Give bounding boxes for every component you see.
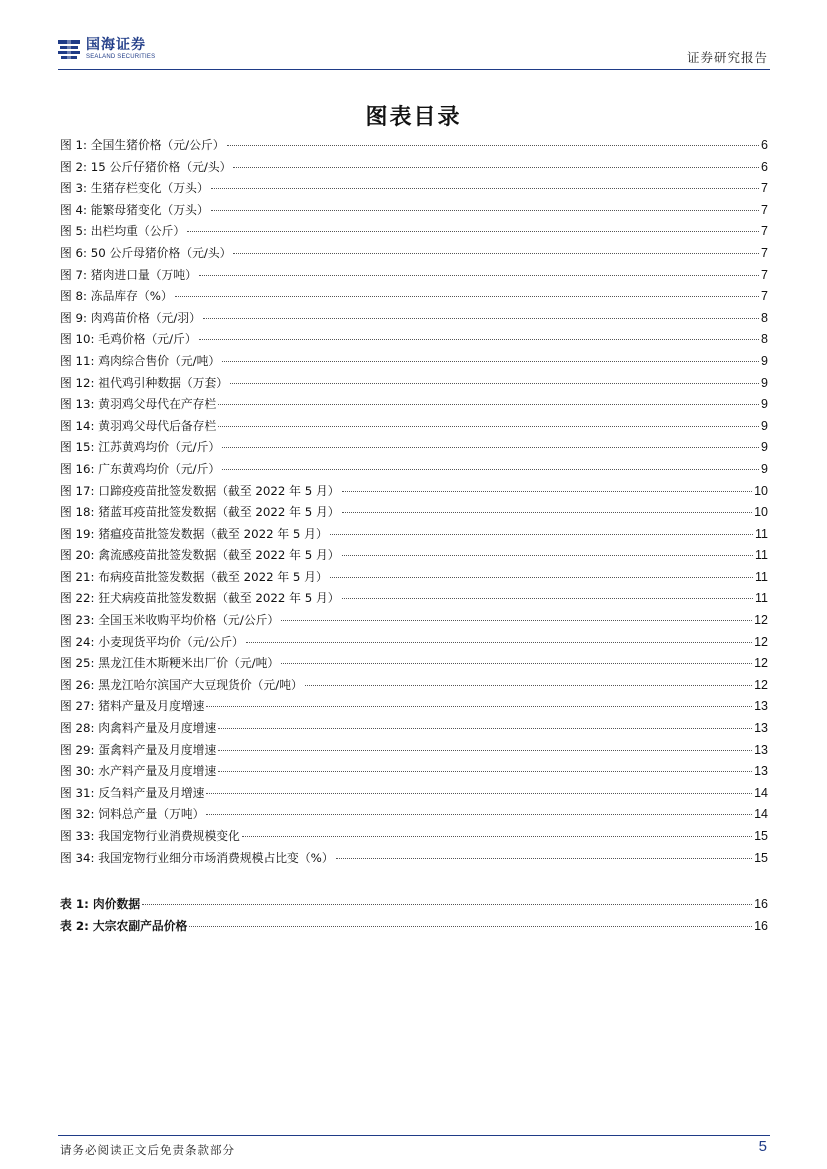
- toc-figure-entry[interactable]: [60, 503, 768, 525]
- toc-figure-entry-page: 10: [754, 505, 768, 520]
- toc-figure-entry-page: 6: [761, 159, 768, 174]
- toc-figure-entry[interactable]: [60, 697, 768, 719]
- table-list: [60, 895, 768, 938]
- toc-figure-entry-label: 图 31: 反刍料产量及月增速: [60, 785, 205, 800]
- toc-figure-entry[interactable]: [60, 266, 768, 288]
- toc-figure-entry-label: 图 29: 蛋禽料产量及月度增速: [60, 742, 217, 757]
- toc-figure-entry-page: 14: [754, 807, 768, 822]
- dot-leader: [199, 339, 759, 340]
- toc-figure-entry-label: 图 21: 布病疫苗批签发数据（截至 2022 年 5 月）: [60, 569, 328, 584]
- dot-leader: [218, 404, 759, 405]
- toc-figure-entry-page: 7: [761, 181, 768, 196]
- dot-leader: [222, 447, 759, 448]
- toc-figure-entry-page: 13: [754, 721, 768, 736]
- toc-figure-entry[interactable]: [60, 611, 768, 633]
- toc-figure-entry-page: 6: [761, 138, 768, 152]
- toc-figure-entry[interactable]: [60, 287, 768, 309]
- header-divider: [58, 69, 770, 70]
- figure-list: [60, 136, 768, 870]
- toc-figure-entry[interactable]: [60, 589, 768, 611]
- toc-figure-entry[interactable]: [60, 438, 768, 460]
- dot-leader: [211, 188, 759, 189]
- toc-figure-entry[interactable]: [60, 741, 768, 763]
- toc-figure-entry[interactable]: [60, 654, 768, 676]
- page-header: [58, 34, 768, 70]
- dot-leader: [199, 275, 759, 276]
- footer-divider: [58, 1135, 770, 1136]
- toc-table-entry-label: 表 2: 大宗农副产品价格: [60, 918, 188, 933]
- toc-figure-entry-page: 12: [754, 677, 768, 692]
- toc-figure-entry[interactable]: [60, 330, 768, 352]
- toc-figure-entry-label: 图 1: 全国生猪价格（元/公斤）: [60, 138, 225, 152]
- dot-leader: [342, 512, 753, 513]
- toc-figure-entry[interactable]: [60, 201, 768, 223]
- toc-figure-entry-label: 图 12: 祖代鸡引种数据（万套）: [60, 375, 229, 390]
- toc-figure-entry-label: 图 27: 猪料产量及月度增速: [60, 699, 205, 714]
- toc-figure-entry[interactable]: [60, 136, 768, 158]
- dot-leader: [336, 858, 752, 859]
- toc-figure-entry-label: 图 25: 黑龙江佳木斯粳米出厂价（元/吨）: [60, 656, 280, 671]
- toc-figure-entry[interactable]: [60, 309, 768, 331]
- dot-leader: [330, 534, 753, 535]
- toc-figure-entry[interactable]: [60, 827, 768, 849]
- toc-figure-entry-label: 图 30: 水产料产量及月度增速: [60, 764, 217, 779]
- toc-title: 图表目录: [365, 105, 462, 130]
- toc-figure-entry-label: 图 32: 饲料总产量（万吨）: [60, 807, 205, 822]
- toc-figure-entry[interactable]: [60, 222, 768, 244]
- dot-leader: [189, 926, 752, 927]
- logo: [58, 38, 155, 60]
- toc-figure-entry-page: 9: [761, 440, 768, 455]
- toc-figure-entry-page: 7: [761, 224, 768, 239]
- toc-figure-entry-page: 7: [761, 245, 768, 260]
- dot-leader: [187, 231, 759, 232]
- dot-leader: [281, 663, 752, 664]
- toc-figure-entry-label: 图 14: 黄羽鸡父母代后备存栏: [60, 418, 217, 433]
- toc-figure-entry-page: 12: [754, 656, 768, 671]
- toc-figure-entry-label: 图 24: 小麦现货平均价（元/公斤）: [60, 634, 244, 649]
- toc-figure-entry-label: 图 11: 鸡肉综合售价（元/吨）: [60, 353, 221, 368]
- toc-figure-entry-label: 图 3: 生猪存栏变化（万头）: [60, 181, 209, 196]
- dot-leader: [342, 555, 753, 556]
- toc-figure-entry-page: 9: [761, 397, 768, 412]
- toc-figure-entry-page: 12: [754, 613, 768, 628]
- toc-figure-entry-page: 9: [761, 375, 768, 390]
- toc-figure-entry[interactable]: [60, 633, 768, 655]
- toc-figure-entry-label: 图 6: 50 公斤母猪价格（元/头）: [60, 245, 232, 260]
- toc-figure-entry[interactable]: [60, 849, 768, 871]
- toc-figure-entry-label: 图 16: 广东黄鸡均价（元/斤）: [60, 461, 221, 476]
- dot-leader: [305, 685, 752, 686]
- toc-figure-entry-label: 图 19: 猪瘟疫苗批签发数据（截至 2022 年 5 月）: [60, 526, 328, 541]
- toc-table-entry-page: 16: [754, 897, 768, 911]
- toc-figure-entry-label: 图 20: 禽流感疫苗批签发数据（截至 2022 年 5 月）: [60, 548, 340, 563]
- toc-figure-entry-label: 图 2: 15 公斤仔猪价格（元/头）: [60, 159, 232, 174]
- dot-leader: [203, 318, 759, 319]
- toc-figure-entry-label: 图 18: 猪蓝耳疫苗批签发数据（截至 2022 年 5 月）: [60, 505, 340, 520]
- report-type: 证券研究报告: [686, 50, 768, 65]
- dot-leader: [230, 383, 759, 384]
- toc-figure-entry-page: 7: [761, 267, 768, 282]
- toc-figure-entry-label: 图 9: 肉鸡苗价格（元/羽）: [60, 310, 201, 325]
- toc-figure-entry-page: 13: [754, 764, 768, 779]
- toc-figure-entry[interactable]: [60, 676, 768, 698]
- toc-figure-entry-page: 9: [761, 353, 768, 368]
- toc-figure-entry-page: 11: [755, 569, 768, 584]
- toc-figure-entry-label: 图 5: 出栏均重（公斤）: [60, 224, 186, 239]
- toc-table-entry-label: 表 1: 肉价数据: [60, 897, 141, 911]
- toc-figure-entry-page: 8: [761, 310, 768, 325]
- toc-figure-entry-page: 15: [754, 850, 768, 865]
- dot-leader: [233, 253, 759, 254]
- toc-figure-entry-label: 图 8: 冻品库存（%）: [60, 289, 173, 304]
- dot-leader: [233, 167, 759, 168]
- toc-figure-entry-label: 图 33: 我国宠物行业消费规模变化: [60, 829, 240, 843]
- toc-figure-entry-page: 7: [761, 289, 768, 304]
- toc-figure-entry-label: 图 15: 江苏黄鸡均价（元/斤）: [60, 440, 221, 455]
- toc-figure-entry-page: 9: [761, 461, 768, 476]
- dot-leader: [242, 836, 752, 837]
- logo-name-cn: 国海证券: [86, 37, 146, 53]
- toc-figure-entry[interactable]: [60, 762, 768, 784]
- dot-leader: [246, 642, 752, 643]
- toc-figure-entry-page: 8: [761, 332, 768, 347]
- toc-figure-entry-label: 图 10: 毛鸡价格（元/斤）: [60, 332, 197, 347]
- toc-figure-entry-label: 图 17: 口蹄疫疫苗批签发数据（截至 2022 年 5 月）: [60, 483, 340, 498]
- toc-figure-entry[interactable]: [60, 244, 768, 266]
- dot-leader: [218, 426, 759, 427]
- toc-table-entry-page: 16: [754, 918, 768, 933]
- toc-figure-entry-label: 图 22: 狂犬病疫苗批签发数据（截至 2022 年 5 月）: [60, 591, 340, 606]
- toc-figure-entry-page: 10: [754, 483, 768, 498]
- dot-leader: [281, 620, 752, 621]
- toc-figure-entry-label: 图 34: 我国宠物行业细分市场消费规模占比变（%）: [60, 850, 334, 865]
- toc-figure-entry[interactable]: [60, 179, 768, 201]
- toc-table-entry[interactable]: [60, 917, 768, 939]
- toc-figure-entry-page: 9: [761, 418, 768, 433]
- dot-leader: [222, 361, 759, 362]
- dot-leader: [342, 491, 753, 492]
- toc-figure-entry-page: 13: [754, 699, 768, 714]
- toc-figure-entry[interactable]: [60, 784, 768, 806]
- toc-figure-entry-page: 12: [754, 634, 768, 649]
- toc-figure-entry-page: 13: [754, 742, 768, 757]
- toc-figure-entry-page: 11: [755, 548, 768, 563]
- toc-figure-entry-label: 图 4: 能繁母猪变化（万头）: [60, 202, 209, 217]
- toc-figure-entry[interactable]: [60, 719, 768, 741]
- toc-figure-entry-page: 7: [761, 202, 768, 217]
- toc-figure-entry-label: 图 7: 猪肉进口量（万吨）: [60, 267, 197, 282]
- dot-leader: [342, 598, 753, 599]
- dot-leader: [218, 728, 752, 729]
- toc-figure-entry[interactable]: [60, 352, 768, 374]
- toc-figure-entry[interactable]: [60, 158, 768, 180]
- toc-figure-entry[interactable]: [60, 546, 768, 568]
- toc-figure-entry[interactable]: [60, 395, 768, 417]
- logo-name-en: SEALAND SECURITIES: [86, 54, 156, 60]
- toc-figure-entry[interactable]: [60, 460, 768, 482]
- toc-figure-entry-label: 图 23: 全国玉米收购平均价格（元/公斤）: [60, 613, 280, 628]
- dot-leader: [222, 469, 759, 470]
- dot-leader: [218, 750, 752, 751]
- toc-figure-entry[interactable]: [60, 482, 768, 504]
- dot-leader: [206, 706, 752, 707]
- toc-figure-entry-page: 11: [755, 526, 768, 541]
- toc-figure-entry[interactable]: [60, 805, 768, 827]
- dot-leader: [142, 904, 752, 905]
- dot-leader: [206, 793, 752, 794]
- dot-leader: [227, 145, 760, 146]
- toc-figure-entry-label: 图 28: 肉禽料产量及月度增速: [60, 721, 217, 736]
- toc-figure-entry-label: 图 13: 黄羽鸡父母代在产存栏: [60, 397, 217, 412]
- toc-figure-entry-page: 14: [754, 785, 768, 800]
- toc-figure-entry[interactable]: [60, 568, 768, 590]
- dot-leader: [206, 814, 752, 815]
- dot-leader: [175, 296, 759, 297]
- page-number: 5: [758, 1138, 767, 1155]
- dot-leader: [211, 210, 759, 211]
- dot-leader: [330, 577, 753, 578]
- footer-disclaimer: 请务必阅读正文后免责条款部分: [60, 1143, 235, 1157]
- sealand-logo-icon: [58, 38, 80, 60]
- toc-figure-entry[interactable]: [60, 374, 768, 396]
- toc-figure-entry-page: 11: [755, 591, 768, 606]
- toc-figure-entry[interactable]: [60, 417, 768, 439]
- dot-leader: [218, 771, 752, 772]
- toc-table-entry[interactable]: [60, 895, 768, 917]
- toc-figure-entry-page: 15: [754, 829, 768, 843]
- toc-figure-entry[interactable]: [60, 525, 768, 547]
- toc-figure-entry-label: 图 26: 黑龙江哈尔滨国产大豆现货价（元/吨）: [60, 677, 303, 692]
